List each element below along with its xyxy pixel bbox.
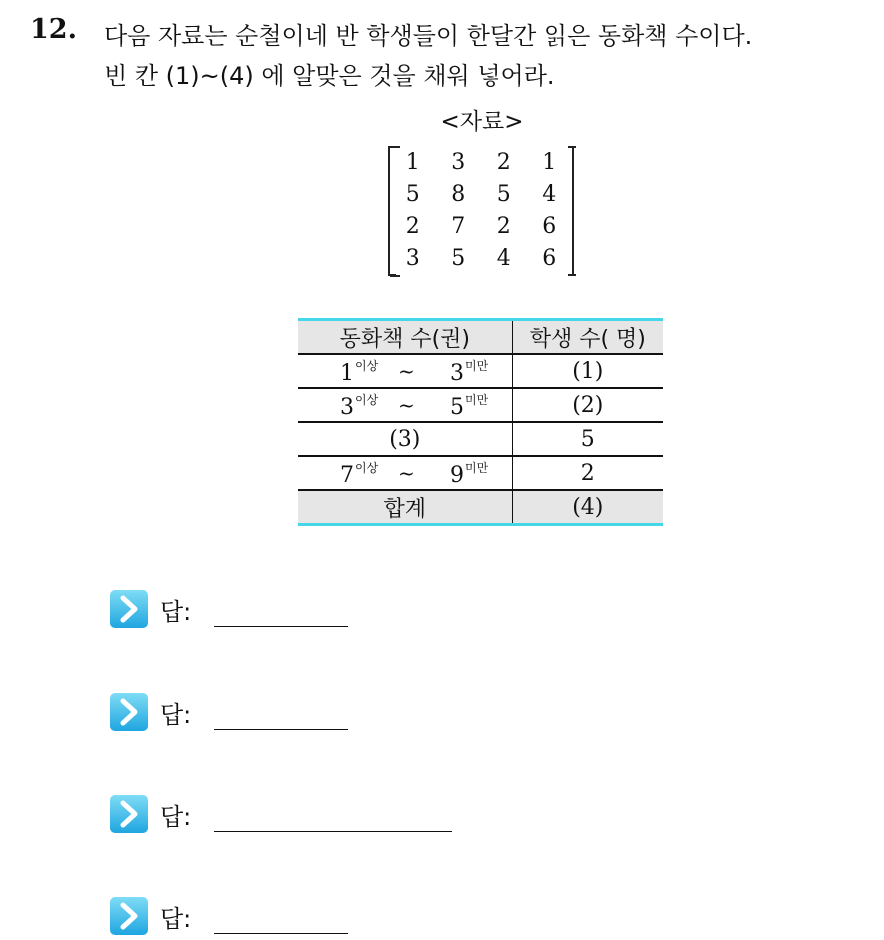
table-row (298, 354, 663, 388)
raw-data-cell: 6 (542, 246, 557, 272)
interval-upper-suffix: 미만 (465, 393, 489, 407)
answer-blank[interactable] (214, 831, 452, 832)
interval-lower-suffix: 이상 (355, 359, 379, 373)
interval-lower: 1 (340, 361, 354, 386)
table-row (298, 456, 663, 490)
interval-upper: 3 (450, 361, 464, 386)
raw-data-cell: 5 (405, 181, 420, 207)
total-label: 합계 (298, 490, 512, 525)
chevron-right-icon (110, 693, 148, 731)
raw-data-cell: 3 (451, 149, 466, 175)
interval-tilde: ~ (398, 393, 415, 417)
total-count: (4) (512, 490, 663, 525)
frequency-table-header (298, 320, 663, 355)
interval-upper: 5 (450, 395, 464, 420)
raw-data-cell: 6 (542, 214, 557, 240)
raw-data-cell: 1 (542, 149, 557, 175)
student-count: (1) (512, 354, 663, 388)
question-text-line1: 다음 자료는 순철이네 반 학생들이 한달간 읽은 동화책 수이다. (104, 22, 753, 50)
student-count: 5 (512, 422, 663, 456)
question-text-line2: 빈 칸 (1)~(4) 에 알맞은 것을 채워 넣어라. (104, 62, 555, 90)
raw-data-table (388, 146, 574, 275)
interval-tilde: ~ (398, 359, 415, 383)
student-count: 2 (512, 456, 663, 490)
chevron-right-icon (110, 795, 148, 833)
header-students: 학생 수( 명) (512, 320, 663, 355)
chevron-right-icon (110, 590, 148, 628)
raw-data-row (389, 178, 573, 210)
chevron-right-icon (110, 897, 148, 935)
student-count: (2) (512, 388, 663, 422)
raw-data-row (389, 146, 573, 178)
question-number: 12. (30, 14, 77, 45)
class-interval (298, 388, 512, 422)
raw-data-cell: 5 (451, 246, 466, 272)
answer-label: 답: (160, 701, 192, 729)
table-row (298, 422, 663, 456)
raw-data-cell: 4 (542, 181, 557, 207)
interval-upper-suffix: 미만 (465, 359, 489, 373)
interval-lower: 3 (340, 395, 354, 420)
interval-lower: 7 (340, 463, 354, 488)
header-books: 동화책 수(권) (298, 320, 512, 355)
answer-blank[interactable] (214, 729, 348, 730)
raw-data-cell: 1 (405, 149, 420, 175)
raw-data-cell: 2 (405, 214, 420, 240)
raw-data-cell: 2 (496, 149, 511, 175)
class-interval (298, 456, 512, 490)
interval-lower-suffix: 이상 (355, 461, 379, 475)
raw-data-cell: 8 (451, 181, 466, 207)
raw-data-cell: 5 (496, 181, 511, 207)
answer-label: 답: (160, 598, 192, 626)
interval-lower-suffix: 이상 (355, 393, 379, 407)
raw-data-row (389, 243, 573, 275)
interval-upper: 9 (450, 463, 464, 488)
class-interval (298, 354, 512, 388)
raw-data-cell: 2 (496, 214, 511, 240)
answer-blank[interactable] (214, 626, 348, 627)
raw-data-cell: 7 (451, 214, 466, 240)
table-row (298, 388, 663, 422)
interval-upper-suffix: 미만 (465, 461, 489, 475)
answer-label: 답: (160, 905, 192, 933)
class-interval: (3) (298, 422, 512, 456)
frequency-table (298, 318, 663, 526)
raw-data-row (389, 211, 573, 243)
raw-data-cell: 3 (405, 246, 420, 272)
raw-data-cell: 4 (496, 246, 511, 272)
answer-blank[interactable] (214, 933, 348, 934)
data-caption: <자료> (440, 109, 524, 135)
answer-label: 답: (160, 803, 192, 831)
total-row (298, 490, 663, 525)
interval-tilde: ~ (398, 461, 415, 485)
